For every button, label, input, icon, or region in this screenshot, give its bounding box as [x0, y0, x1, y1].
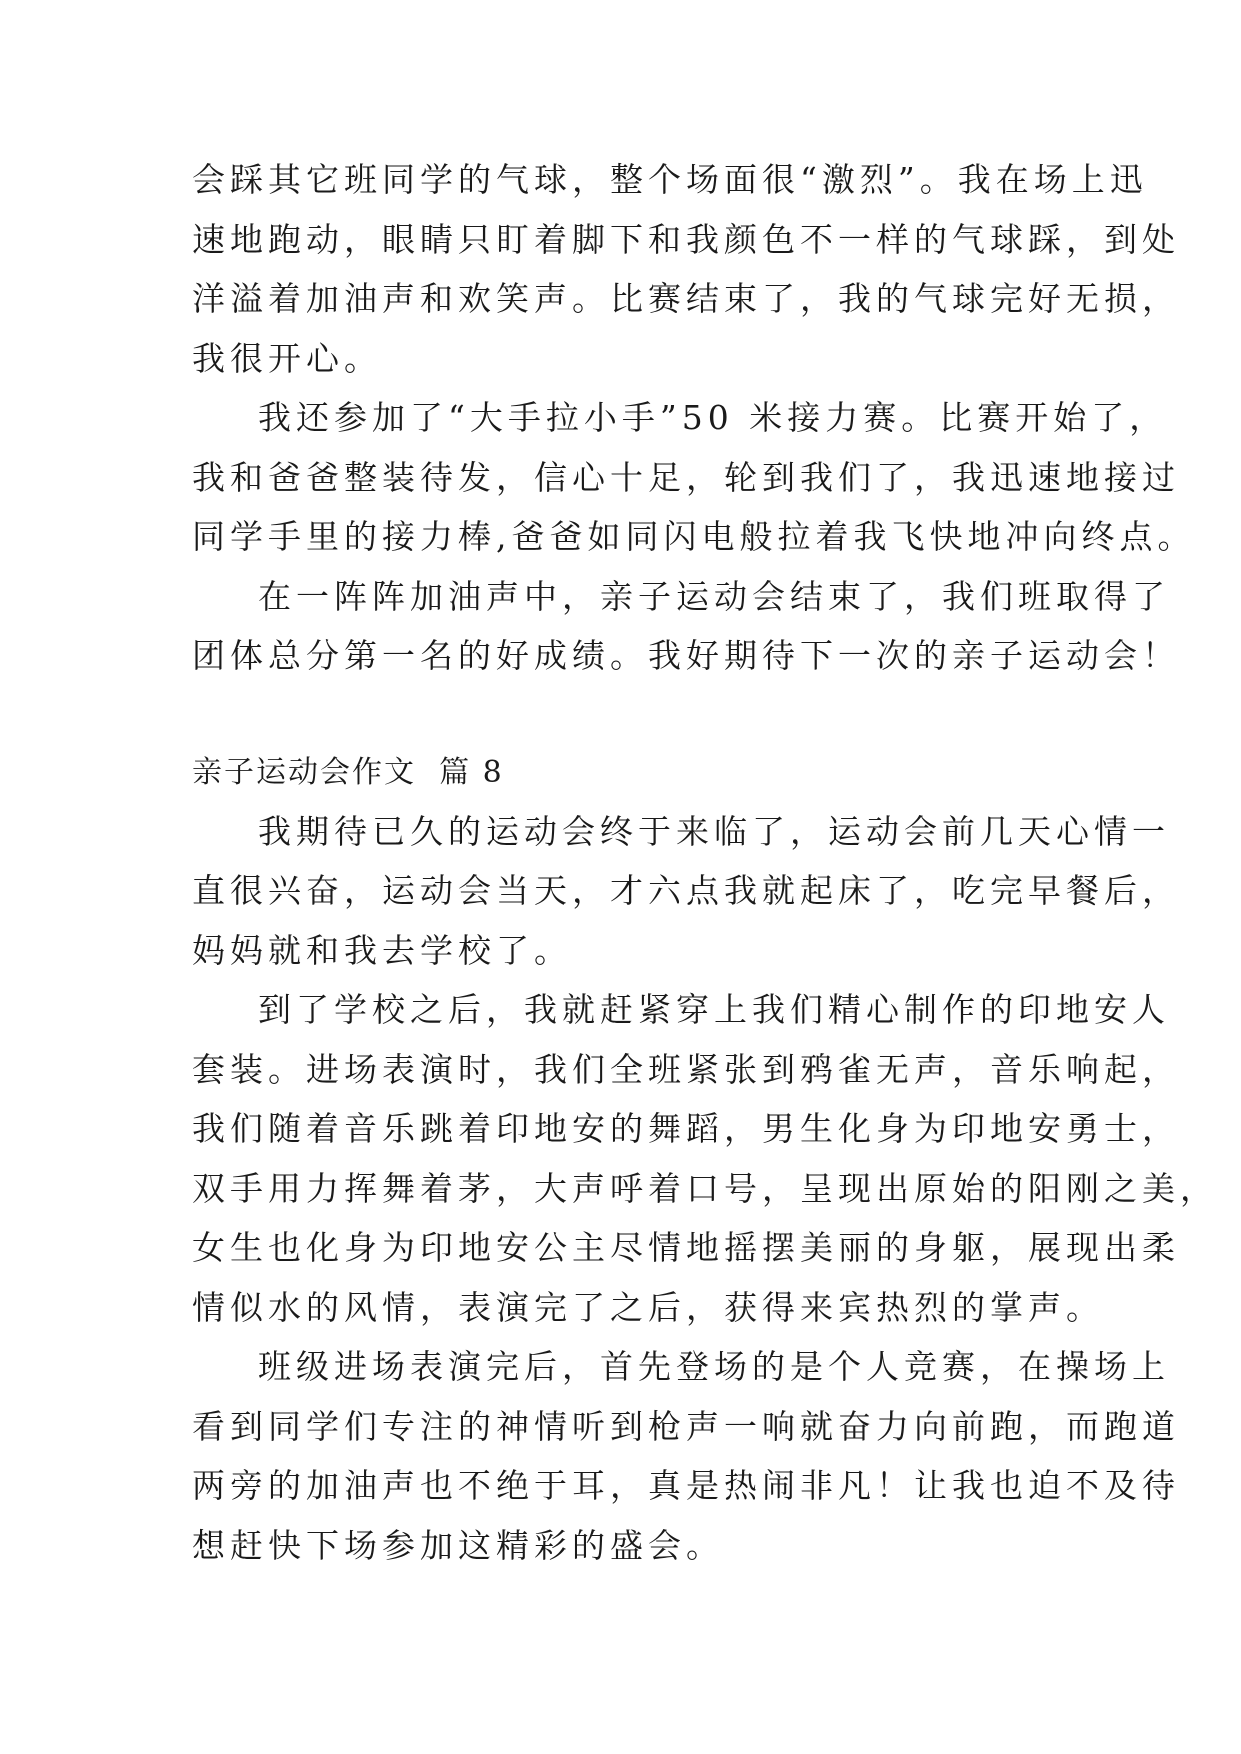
paragraph — [192, 1337, 1180, 1575]
text-line: 同学手里的接力棒,爸爸如同闪电般拉着我飞快地冲向终点。 — [192, 517, 1196, 556]
paragraph — [192, 980, 1218, 1337]
text-line: 看到同学们专注的神情听到枪声一响就奋力向前跑，而跑道 — [192, 1406, 1180, 1446]
text-line: 在一阵阵加油声中，亲子运动会结束了，我们班取得了 — [258, 576, 1170, 616]
paragraph — [192, 567, 1180, 686]
text-line: 情似水的风情，表演完了之后，获得来宾热烈的掌声。 — [192, 1287, 1104, 1327]
text-line: 我和爸爸整装待发，信心十足，轮到我们了，我迅速地接过 — [192, 457, 1180, 497]
section-heading: 亲子运动会作文 篇 8 — [192, 754, 504, 790]
text-line: 速地跑动，眼睛只盯着脚下和我颜色不一样的气球踩，到处 — [192, 219, 1180, 259]
paragraph — [192, 150, 1180, 388]
text-line: 我们随着音乐跳着印地安的舞蹈，男生化身为印地安勇士， — [192, 1109, 1180, 1148]
text-line: 我很开心。 — [192, 338, 382, 378]
text-line: 双手用力挥舞着茅，大声呼着口号，呈现出原始的阳刚之美， — [192, 1168, 1218, 1208]
paragraph — [192, 388, 1196, 567]
text-line: 到了学校之后，我就赶紧穿上我们精心制作的印地安人 — [258, 990, 1170, 1029]
text-line: 我期待已久的运动会终于来临了，运动会前几天心情一 — [258, 811, 1170, 851]
document-page — [192, 150, 1218, 1575]
text-line: 洋溢着加油声和欢笑声。比赛结束了，我的气球完好无损， — [192, 279, 1180, 318]
text-line: 我还参加了“大手拉小手”50 米接力赛。比赛开始了， — [258, 398, 1168, 437]
paragraph — [192, 802, 1180, 981]
text-line: 会踩其它班同学的气球，整个场面很“激烈”。我在场上迅 — [192, 160, 1148, 199]
text-line: 班级进场表演完后，首先登场的是个人竞赛，在操场上 — [258, 1347, 1170, 1386]
text-line: 套装。进场表演时，我们全班紧张到鸦雀无声，音乐响起， — [192, 1049, 1180, 1089]
text-line: 妈妈就和我去学校了。 — [192, 930, 572, 970]
section-gap — [192, 686, 1052, 744]
text-line: 想赶快下场参加这精彩的盛会。 — [192, 1525, 724, 1565]
text-line: 团体总分第一名的好成绩。我好期待下一次的亲子运动会！ — [192, 636, 1180, 675]
text-line: 直很兴奋，运动会当天，才六点我就起床了，吃完早餐后， — [192, 871, 1180, 910]
text-line: 女生也化身为印地安公主尽情地摇摆美丽的身躯，展现出柔 — [192, 1228, 1180, 1267]
text-line: 两旁的加油声也不绝于耳，真是热闹非凡！让我也迫不及待 — [192, 1466, 1180, 1505]
